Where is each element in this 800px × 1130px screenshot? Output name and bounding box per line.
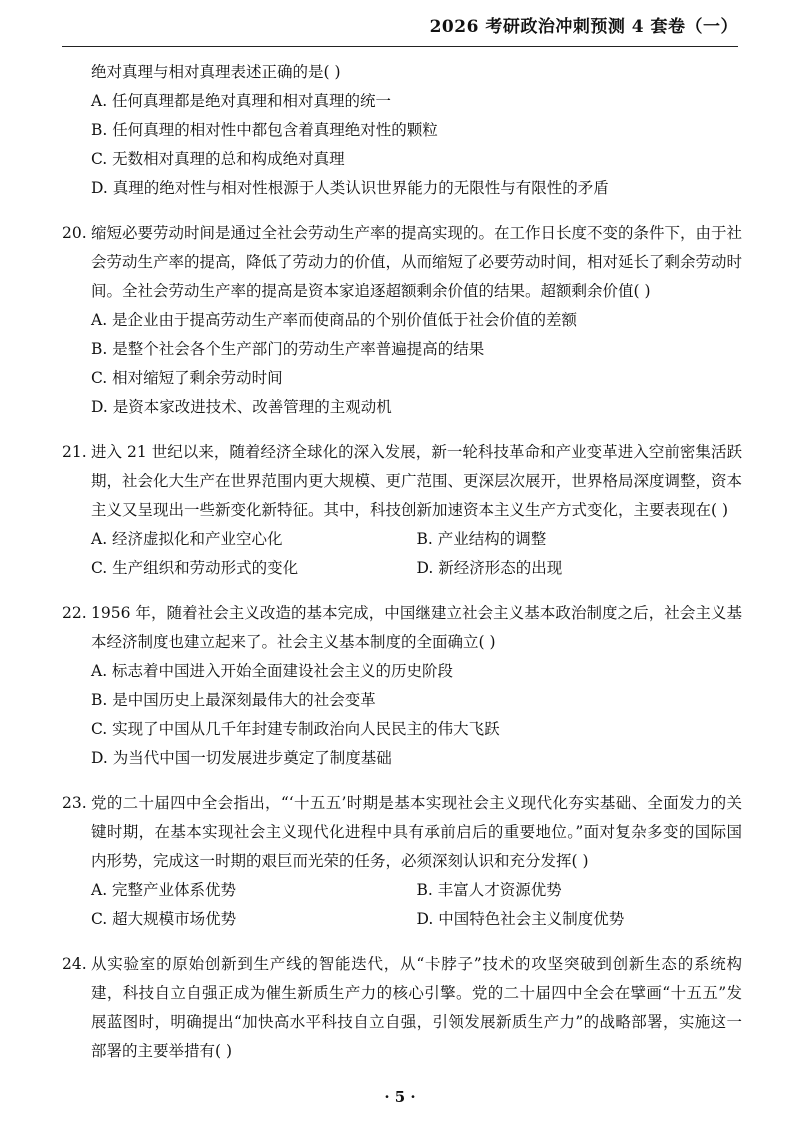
option-a: A. 经济虚拟化和产业空心化 [91, 530, 283, 548]
question-text: 缩短必要劳动时间是通过全社会劳动生产率的提高实现的。在工作日长度不变的条件下，由于社会劳动生产率的提高，降低了劳动力的价值，从而缩短了必要劳动时间，相对延长了剩余劳动时间。全社会劳动生产率的提高是资本家追逐超额剩余价值的结果。超额剩余价值( ) [91, 224, 743, 300]
option-b: B. 丰富人才资源优势 [416, 881, 562, 899]
question-stem [62, 599, 742, 657]
page-header: 2026 考研政治冲刺预测 4 套卷（一） [429, 17, 738, 37]
option-d: D. 新经济形态的出现 [416, 559, 563, 577]
question-number: 20. [62, 224, 87, 242]
option-c: C. 无数相对真理的总和构成绝对真理 [91, 150, 345, 168]
question-24 [62, 950, 742, 1066]
option-a: A. 完整产业体系优势 [91, 881, 237, 899]
option-d: D. 为当代中国一切发展进步奠定了制度基础 [91, 749, 392, 767]
question-stem: 绝对真理与相对真理表述正确的是( ) [91, 63, 341, 81]
question-number: 21. [62, 443, 87, 461]
question-21 [62, 438, 742, 583]
question-20 [62, 219, 742, 422]
question-text: 进入 21 世纪以来，随着经济全球化的深入发展，新一轮科技革命和产业变革进入空前密集活跃期，社会化大生产在世界范围内更大规模、更广范围、更深层次展开，世界格局深度调整，资本主义又呈现出一些新变化新特征。其中，科技创新加速资本主义生产方式变化，主要表现在( ) [91, 443, 743, 519]
option-d: D. 中国特色社会主义制度优势 [416, 910, 625, 928]
option-c: C. 超大规模市场优势 [91, 910, 237, 928]
option-a: A. 任何真理都是绝对真理和相对真理的统一 [91, 92, 392, 110]
page-content [62, 58, 742, 1066]
question-22 [62, 599, 742, 773]
option-d: D. 真理的绝对性与相对性根源于人类认识世界能力的无限性与有限性的矛盾 [91, 179, 609, 197]
option-b: B. 是整个社会各个生产部门的劳动生产率普遍提高的结果 [91, 340, 485, 358]
option-b: B. 产业结构的调整 [416, 530, 547, 548]
option-c: C. 实现了中国从几千年封建专制政治向人民民主的伟大飞跃 [91, 720, 500, 738]
question-text: 党的二十届四中全会指出，“‘十五五’时期是基本实现社会主义现代化夯实基础、全面发力的关键时期，在基本实现社会主义现代化进程中具有承前启后的重要地位。”面对复杂多变的国际国内形势，完成这一时期的艰巨而光荣的任务，必须深刻认识和充分发挥( ) [91, 794, 742, 870]
option-c: C. 生产组织和劳动形式的变化 [91, 559, 299, 577]
question-number: 23. [62, 794, 87, 812]
question-text: 从实验室的原始创新到生产线的智能迭代，从“卡脖子”技术的攻坚突破到创新生态的系统构建，科技自立自强正成为催生新质生产力的核心引擎。党的二十届四中全会在擘画“十五五”发展蓝图时，明确提出“加快高水平科技自立自强，引领发展新质生产力”的战略部署，实施这一部署的主要举措有( ) [91, 955, 742, 1060]
question-text: 1956 年，随着社会主义改造的基本完成，中国继建立社会主义基本政治制度之后，社会主义基本经济制度也建立起来了。社会主义基本制度的全面确立( ) [91, 604, 742, 651]
option-c: C. 相对缩短了剩余劳动时间 [91, 369, 283, 387]
option-d: D. 是资本家改进技术、改善管理的主观动机 [91, 398, 392, 416]
question-23 [62, 789, 742, 934]
page-number: · 5 · [384, 1088, 416, 1106]
question-stem [62, 219, 742, 306]
options-grid [62, 525, 742, 583]
question-stem [62, 438, 742, 525]
option-b: B. 是中国历史上最深刻最伟大的社会变革 [91, 691, 376, 709]
question-19-continuation [62, 58, 742, 203]
option-b: B. 任何真理的相对性中都包含着真理绝对性的颗粒 [91, 121, 438, 139]
header-divider [62, 46, 738, 47]
option-a: A. 是企业由于提高劳动生产率而使商品的个别价值低于社会价值的差额 [91, 311, 578, 329]
question-number: 22. [62, 604, 87, 622]
option-a: A. 标志着中国进入开始全面建设社会主义的历史阶段 [91, 662, 454, 680]
question-stem [62, 950, 742, 1066]
question-number: 24. [62, 955, 87, 973]
options-grid [62, 876, 742, 934]
question-stem [62, 789, 742, 876]
